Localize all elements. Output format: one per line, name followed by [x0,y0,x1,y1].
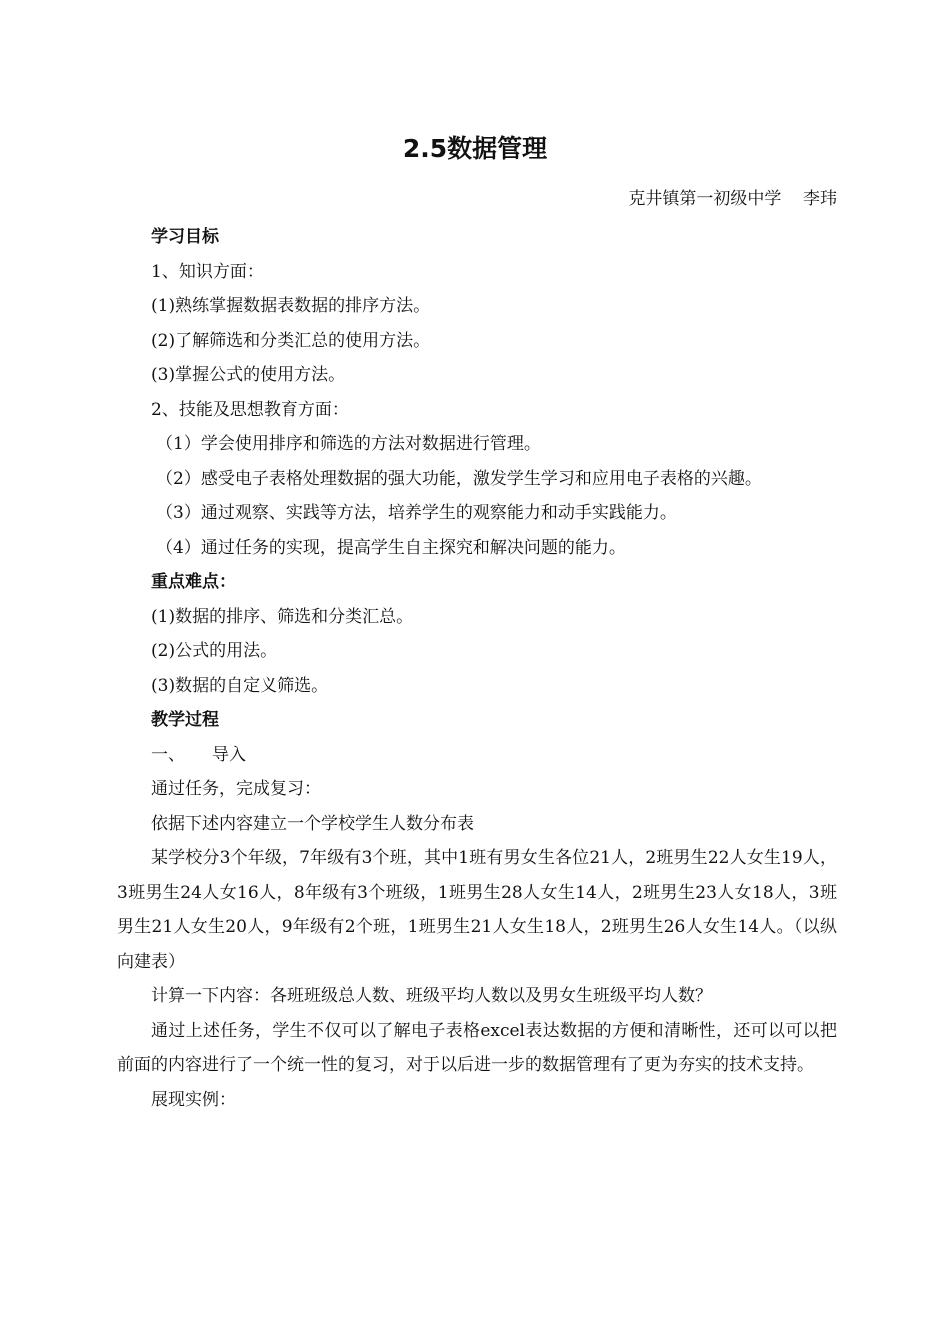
skills-item: （4）通过任务的实现，提高学生自主探究和解决问题的能力。 [156,537,626,558]
task-intro: 通过任务，完成复习： [151,779,321,799]
key-points-heading: 重点难点： [151,572,236,592]
skills-item: （1）学会使用排序和筛选的方法对数据进行管理。 [156,434,541,454]
knowledge-item: (2)了解筛选和分类汇总的使用方法。 [151,330,431,351]
summary-paragraph: 通过上述任务，学生不仅可以了解电子表格excel表达数据的方便和清晰性，还可以可以把前面的内容进行了一个统一性的复习，对于以后进一步的数据管理有了更为夯实的技术支持。 [117,1020,837,1075]
objectives-heading: 学习目标 [151,227,219,247]
calc-paragraph: 计算一下内容：各班班级总人数、班级平均人数以及男女生班级平均人数？ [151,986,712,1006]
key-point-item: (2)公式的用法。 [151,641,278,661]
task-description: 依据下述内容建立一个学校学生人数分布表 [151,813,474,834]
knowledge-item: (1)熟练掌握数据表数据的排序方法。 [151,296,431,316]
skills-heading: 2、技能及思想教育方面： [151,399,349,420]
author-line: 克井镇第一初级中学 李玮 [628,189,837,209]
knowledge-heading: 1、知识方面： [151,261,264,282]
document-title: 2.5数据管理 [402,134,548,163]
step-intro: 一、 导入 [151,744,247,765]
knowledge-item: (3)掌握公式的使用方法。 [151,365,346,385]
key-point-item: (1)数据的排序、筛选和分类汇总。 [151,606,414,627]
process-heading: 教学过程 [151,710,219,730]
document-body [117,220,837,1117]
skills-item: （3）通过观察、实践等方法，培养学生的观察能力和动手实践能力。 [156,503,677,523]
key-point-item: (3)数据的自定义筛选。 [151,675,329,696]
example-label: 展现实例： [151,1089,236,1110]
skills-item: （2）感受电子表格处理数据的强大功能，激发学生学习和应用电子表格的兴趣。 [156,468,762,489]
task-paragraph: 某学校分3个年级，7年级有3个班，其中1班有男女生各位21人，2班男生22人女生19人，3班男生24人女16人，8年级有3个班级，1班男生28人女生14人，2班男生23人女18人，3班男生21人女生20人，9年级有2个班，1班男生21人女生18人，2班男生26人女生14人。（以纵向建表） [117,848,837,972]
